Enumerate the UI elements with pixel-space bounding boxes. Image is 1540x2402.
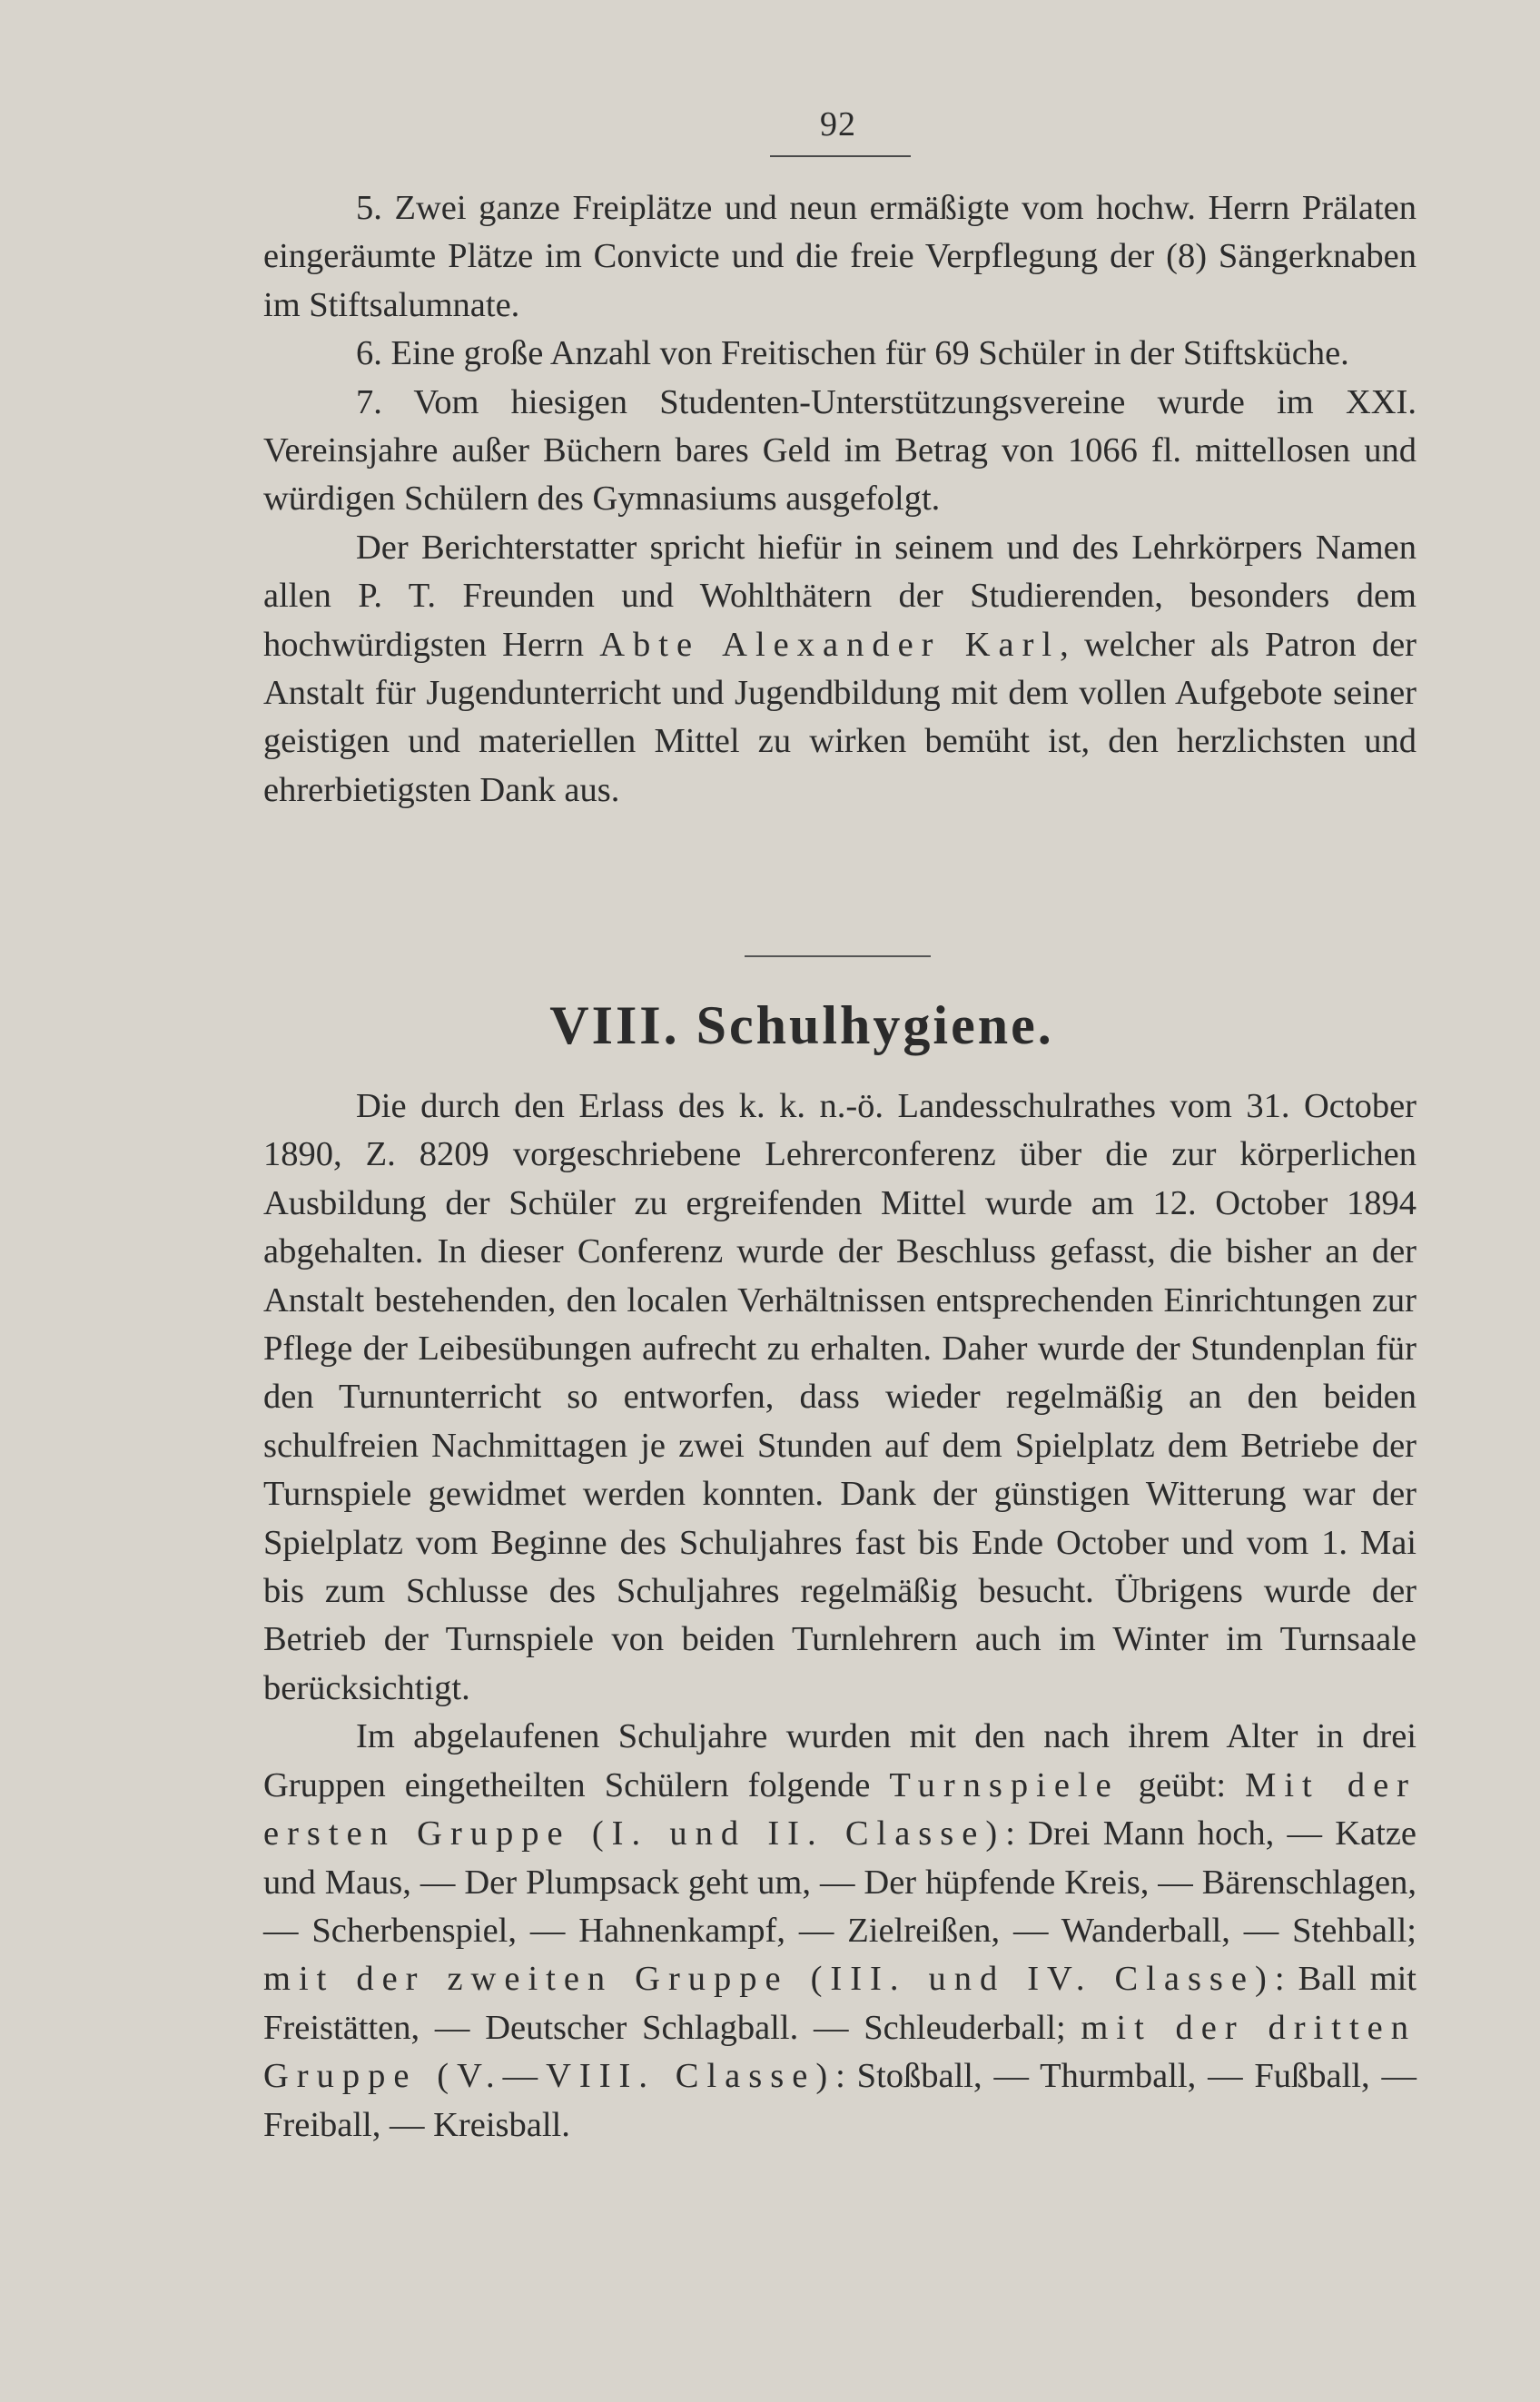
- paragraph-item-6: 6. Eine große Anzahl von Freitischen für 69 Schüler in der Stiftsküche.: [356, 334, 1349, 373]
- section-schulhygiene: [263, 1082, 1417, 2150]
- group1-games: : Drei Mann hoch, — Katze und Maus, — Der Plumpsack geht um, — Der hüpfende Kreis, — Bärenschlagen, — Scherbenspiel, — Hahnenkampf, — Zielreißen, — Wanderball, — Stehball;: [263, 1814, 1417, 1950]
- group3-label: mit der dritten Gruppe (V.—VIII. Classe): [263, 2008, 1417, 2096]
- page-number: 92: [820, 105, 856, 143]
- turnspiele-intro: Im abgelaufenen Schuljahre wurden mit den nach ihrem Alter in drei Gruppen eingetheilten Schülern folgende: [263, 1717, 1417, 1804]
- group3-games: : Stoßball, — Thurmball, — Fußball, — Freiball, — Kreisball.: [263, 2057, 1417, 2144]
- group2-label: mit der zweiten Gruppe (III. und IV. Classe): [263, 1960, 1275, 1999]
- paragraph-thanks: [263, 524, 1417, 815]
- group1-label: Mit der ersten Gruppe (I. und II. Classe): [263, 1765, 1417, 1853]
- turnspiele-after: geübt:: [1119, 1765, 1246, 1804]
- paragraph-item-5: 5. Zwei ganze Freiplätze und neun ermäßigte vom hochw. Herrn Prälaten eingeräumte Plätze im Convicte und die freie Verpflegung der (8) Sängerknaben im Stiftsalumnate.: [263, 189, 1417, 324]
- page-number-rule: [770, 155, 911, 157]
- thanks-text-end: , welcher als Patron der Anstalt für Jugendunterricht und Jugendbildung mit dem vollen Aufgebote seiner geistigen und materiellen Mittel zu wirken bemüht ist, den herzlichsten und ehrerbietigsten Dank aus.: [263, 625, 1417, 809]
- section-heading: VIII. Schulhygiene.: [549, 995, 1054, 1055]
- thanks-text-start: Der Berichterstatter spricht hiefür in seinem und des Lehrkörpers Namen allen P. T. Freunden und Wohlthätern der Studierenden, besonders dem hochwürdigsten Herrn: [263, 528, 1417, 664]
- paragraph-item-7: 7. Vom hiesigen Studenten-Unterstützungsvereine wurde im XXI. Vereinsjahre außer Büchern bares Geld im Betrag von 1066 fl. mittellosen und würdigen Schülern des Gymnasiums ausgefolgt.: [263, 382, 1417, 519]
- turnspiele-term: Turnspiele: [889, 1765, 1120, 1804]
- group2-games: : Ball mit Freistätten, — Deutscher Schlagball. — Schleuderball;: [263, 1960, 1417, 2047]
- thanks-name: Abte Alexander Karl: [599, 625, 1061, 664]
- paragraph-conference: Die durch den Erlass des k. k. n.-ö. Landesschulrathes vom 31. October 1890, Z. 8209 vorgeschriebene Lehrerconferenz über die zur körperlichen Ausbildung der Schüler zu ergreifenden Mittel wurde am 12. October 1894 abgehalten. In dieser Conferenz wurde der Beschluss gefasst, die bisher an der Anstalt bestehenden, den localen Verhältnissen entsprechenden Einrichtungen zur Pflege der Leibesübungen aufrecht zu erhalten. Daher wurde der Stundenplan für den Turnunterricht so entworfen, dass wieder regelmäßig an den beiden schulfreien Nachmittagen je zwei Stunden auf dem Spielplatz dem Betriebe der Turnspiele gewidmet werden konnten. Dank der günstigen Witterung war der Spielplatz vom Beginne des Schuljahres fast bis Ende October und vom 1. Mai bis zum Schlusse des Schuljahres regelmäßig besucht. Übrigens wurde der Betrieb der Turnspiele von beiden Turnlehrern auch im Winter im Turnsaale berücksichtigt.: [263, 1087, 1417, 1707]
- section-support-list: [263, 184, 1417, 815]
- paragraph-turnspiele: [263, 1713, 1417, 2150]
- section-separator: [745, 955, 931, 957]
